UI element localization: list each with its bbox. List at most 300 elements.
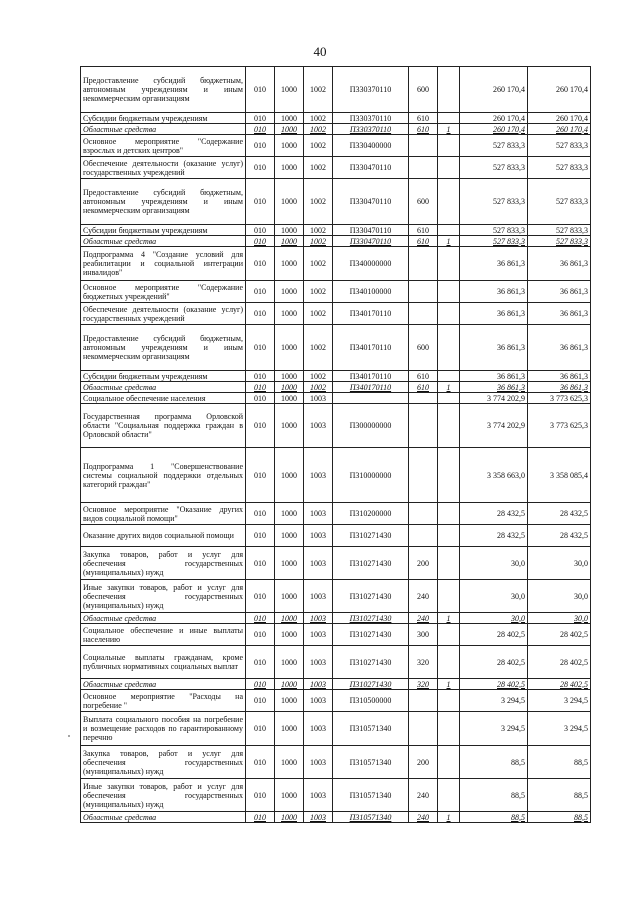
expense-type-cell: 610 <box>409 124 438 135</box>
table-row <box>81 624 591 646</box>
amount-year1-cell: 30,0 <box>460 580 528 613</box>
admin-code-cell: 010 <box>246 712 275 746</box>
subsection-code-cell: 1002 <box>304 157 333 179</box>
expense-type-cell: 610 <box>409 113 438 124</box>
amount-year2-cell: 260 170,4 <box>528 124 591 135</box>
amount-year1-cell: 88,5 <box>460 746 528 779</box>
admin-code-cell: 010 <box>246 613 275 624</box>
amount-year1-cell: 3 774 202,9 <box>460 393 528 404</box>
section-code-cell: 1000 <box>275 580 304 613</box>
table-row <box>81 580 591 613</box>
budget-name-cell: Оказание других видов социальной помощи <box>81 525 246 547</box>
table-row <box>81 613 591 624</box>
amount-year2-cell: 88,5 <box>528 812 591 823</box>
section-code-cell: 1000 <box>275 393 304 404</box>
funding-source-cell <box>438 712 460 746</box>
funding-source-cell <box>438 779 460 812</box>
amount-year1-cell: 36 861,3 <box>460 382 528 393</box>
table-row <box>81 371 591 382</box>
admin-code-cell: 010 <box>246 812 275 823</box>
subsection-code-cell: 1002 <box>304 225 333 236</box>
expense-type-cell: 610 <box>409 382 438 393</box>
amount-year1-cell: 28 402,5 <box>460 646 528 679</box>
target-article-cell: П310571340 <box>333 779 409 812</box>
admin-code-cell: 010 <box>246 404 275 448</box>
table-row <box>81 393 591 404</box>
subsection-code-cell: 1003 <box>304 690 333 712</box>
expense-type-cell: 610 <box>409 225 438 236</box>
amount-year2-cell: 260 170,4 <box>528 113 591 124</box>
target-article-cell: П310571340 <box>333 746 409 779</box>
amount-year1-cell: 36 861,3 <box>460 371 528 382</box>
amount-year2-cell: 28 402,5 <box>528 646 591 679</box>
section-code-cell: 1000 <box>275 124 304 135</box>
funding-source-cell <box>438 547 460 580</box>
expense-type-cell: 200 <box>409 746 438 779</box>
section-code-cell: 1000 <box>275 135 304 157</box>
section-code-cell: 1000 <box>275 448 304 503</box>
table-row <box>81 779 591 812</box>
amount-year2-cell: 527 833,3 <box>528 179 591 225</box>
target-article-cell: П330370110 <box>333 124 409 135</box>
expense-type-cell <box>409 525 438 547</box>
expense-type-cell: 600 <box>409 325 438 371</box>
budget-name-cell: Областные средства <box>81 382 246 393</box>
subsection-code-cell: 1002 <box>304 113 333 124</box>
section-code-cell: 1000 <box>275 325 304 371</box>
subsection-code-cell: 1003 <box>304 393 333 404</box>
budget-name-cell: Областные средства <box>81 613 246 624</box>
amount-year2-cell: 36 861,3 <box>528 382 591 393</box>
amount-year1-cell: 36 861,3 <box>460 281 528 303</box>
expense-type-cell: 300 <box>409 624 438 646</box>
section-code-cell: 1000 <box>275 236 304 247</box>
expense-type-cell: 320 <box>409 679 438 690</box>
admin-code-cell: 010 <box>246 503 275 525</box>
amount-year1-cell: 28 432,5 <box>460 503 528 525</box>
target-article-cell: П310271430 <box>333 679 409 690</box>
funding-source-cell <box>438 113 460 124</box>
subsection-code-cell: 1002 <box>304 371 333 382</box>
funding-source-cell <box>438 503 460 525</box>
target-article-cell: П310271430 <box>333 613 409 624</box>
target-article-cell: П310571340 <box>333 712 409 746</box>
subsection-code-cell: 1002 <box>304 67 333 113</box>
amount-year1-cell: 88,5 <box>460 779 528 812</box>
funding-source-cell <box>438 646 460 679</box>
subsection-code-cell: 1003 <box>304 613 333 624</box>
table-row <box>81 124 591 135</box>
expense-type-cell: 240 <box>409 613 438 624</box>
subsection-code-cell: 1003 <box>304 624 333 646</box>
table-row <box>81 303 591 325</box>
target-article-cell: П310500000 <box>333 690 409 712</box>
funding-source-cell <box>438 624 460 646</box>
section-code-cell: 1000 <box>275 624 304 646</box>
amount-year2-cell: 36 861,3 <box>528 371 591 382</box>
amount-year2-cell: 36 861,3 <box>528 303 591 325</box>
funding-source-cell <box>438 746 460 779</box>
admin-code-cell: 010 <box>246 746 275 779</box>
target-article-cell: П310271430 <box>333 525 409 547</box>
budget-name-cell: Обеспечение деятельности (оказание услуг) государственных учреждений <box>81 157 246 179</box>
table-row <box>81 382 591 393</box>
target-article-cell: П310271430 <box>333 547 409 580</box>
section-code-cell: 1000 <box>275 67 304 113</box>
expense-type-cell: 610 <box>409 371 438 382</box>
expense-type-cell: 240 <box>409 580 438 613</box>
target-article-cell: П330470110 <box>333 179 409 225</box>
target-article-cell: П340170110 <box>333 382 409 393</box>
expense-type-cell: 240 <box>409 779 438 812</box>
table-row <box>81 746 591 779</box>
admin-code-cell: 010 <box>246 124 275 135</box>
budget-name-cell: Предоставление субсидий бюджетным, автономным учреждениям и иным некоммерческим организациям <box>81 325 246 371</box>
target-article-cell: П310271430 <box>333 624 409 646</box>
section-code-cell: 1000 <box>275 525 304 547</box>
subsection-code-cell: 1003 <box>304 580 333 613</box>
table-row <box>81 157 591 179</box>
expense-type-cell <box>409 303 438 325</box>
target-article-cell: П310000000 <box>333 448 409 503</box>
section-code-cell: 1000 <box>275 382 304 393</box>
admin-code-cell: 010 <box>246 690 275 712</box>
section-code-cell: 1000 <box>275 547 304 580</box>
budget-name-cell: Закупка товаров, работ и услуг для обеспечения государственных (муниципальных) нужд <box>81 746 246 779</box>
amount-year1-cell: 3 294,5 <box>460 712 528 746</box>
admin-code-cell: 010 <box>246 247 275 281</box>
table-row <box>81 525 591 547</box>
table-row <box>81 67 591 113</box>
budget-name-cell: Основное мероприятие "Оказание других видов социальной помощи" <box>81 503 246 525</box>
amount-year1-cell: 260 170,4 <box>460 113 528 124</box>
section-code-cell: 1000 <box>275 746 304 779</box>
budget-name-cell: Основное мероприятие "Содержание бюджетных учреждений" <box>81 281 246 303</box>
amount-year1-cell: 527 833,3 <box>460 236 528 247</box>
subsection-code-cell: 1003 <box>304 547 333 580</box>
amount-year1-cell: 30,0 <box>460 547 528 580</box>
target-article-cell: П310200000 <box>333 503 409 525</box>
section-code-cell: 1000 <box>275 646 304 679</box>
budget-name-cell: Областные средства <box>81 236 246 247</box>
budget-name-cell: Социальное обеспечение населения <box>81 393 246 404</box>
expense-type-cell <box>409 393 438 404</box>
table-row <box>81 225 591 236</box>
target-article-cell: П300000000 <box>333 404 409 448</box>
table-row <box>81 646 591 679</box>
table-row <box>81 236 591 247</box>
admin-code-cell: 010 <box>246 624 275 646</box>
amount-year1-cell: 527 833,3 <box>460 225 528 236</box>
expense-type-cell <box>409 712 438 746</box>
funding-source-cell <box>438 393 460 404</box>
subsection-code-cell: 1003 <box>304 746 333 779</box>
section-code-cell: 1000 <box>275 371 304 382</box>
section-code-cell: 1000 <box>275 503 304 525</box>
admin-code-cell: 010 <box>246 646 275 679</box>
table-row <box>81 281 591 303</box>
admin-code-cell: 010 <box>246 135 275 157</box>
scan-speck <box>68 735 70 737</box>
section-code-cell: 1000 <box>275 812 304 823</box>
subsection-code-cell: 1003 <box>304 404 333 448</box>
expense-type-cell <box>409 690 438 712</box>
amount-year2-cell: 28 432,5 <box>528 525 591 547</box>
admin-code-cell: 010 <box>246 157 275 179</box>
amount-year1-cell: 30,0 <box>460 613 528 624</box>
table-row <box>81 135 591 157</box>
budget-name-cell: Субсидии бюджетным учреждениям <box>81 371 246 382</box>
amount-year2-cell: 30,0 <box>528 613 591 624</box>
target-article-cell: П340100000 <box>333 281 409 303</box>
subsection-code-cell: 1002 <box>304 236 333 247</box>
budget-name-cell: Выплата социального пособия на погребение и возмещение расходов по гарантированному перечню <box>81 712 246 746</box>
subsection-code-cell: 1003 <box>304 712 333 746</box>
target-article-cell: П330470110 <box>333 225 409 236</box>
admin-code-cell: 010 <box>246 325 275 371</box>
section-code-cell: 1000 <box>275 281 304 303</box>
amount-year1-cell: 527 833,3 <box>460 157 528 179</box>
section-code-cell: 1000 <box>275 179 304 225</box>
expense-type-cell <box>409 448 438 503</box>
amount-year2-cell: 88,5 <box>528 779 591 812</box>
amount-year2-cell: 3 294,5 <box>528 690 591 712</box>
section-code-cell: 1000 <box>275 690 304 712</box>
funding-source-cell: 1 <box>438 679 460 690</box>
budget-name-cell: Иные закупки товаров, работ и услуг для обеспечения государственных (муниципальных) нужд <box>81 779 246 812</box>
target-article-cell: П310271430 <box>333 580 409 613</box>
funding-source-cell <box>438 157 460 179</box>
subsection-code-cell: 1002 <box>304 135 333 157</box>
funding-source-cell: 1 <box>438 812 460 823</box>
funding-source-cell: 1 <box>438 124 460 135</box>
target-article-cell: П330370110 <box>333 67 409 113</box>
budget-name-cell: Основное мероприятие "Содержание взрослых и детских центров" <box>81 135 246 157</box>
funding-source-cell <box>438 690 460 712</box>
funding-source-cell <box>438 67 460 113</box>
amount-year1-cell: 3 294,5 <box>460 690 528 712</box>
expense-type-cell <box>409 404 438 448</box>
admin-code-cell: 010 <box>246 281 275 303</box>
budget-name-cell: Закупка товаров, работ и услуг для обеспечения государственных (муниципальных) нужд <box>81 547 246 580</box>
amount-year2-cell: 88,5 <box>528 746 591 779</box>
amount-year1-cell: 88,5 <box>460 812 528 823</box>
amount-year1-cell: 260 170,4 <box>460 67 528 113</box>
subsection-code-cell: 1003 <box>304 503 333 525</box>
amount-year1-cell: 28 432,5 <box>460 525 528 547</box>
budget-table <box>80 66 591 823</box>
target-article-cell: П340170110 <box>333 303 409 325</box>
section-code-cell: 1000 <box>275 225 304 236</box>
subsection-code-cell: 1002 <box>304 325 333 371</box>
amount-year2-cell: 3 358 085,4 <box>528 448 591 503</box>
amount-year1-cell: 28 402,5 <box>460 624 528 646</box>
admin-code-cell: 010 <box>246 547 275 580</box>
amount-year1-cell: 3 774 202,9 <box>460 404 528 448</box>
table-row <box>81 812 591 823</box>
table-row <box>81 690 591 712</box>
amount-year2-cell: 527 833,3 <box>528 135 591 157</box>
admin-code-cell: 010 <box>246 580 275 613</box>
funding-source-cell: 1 <box>438 236 460 247</box>
expense-type-cell: 320 <box>409 646 438 679</box>
subsection-code-cell: 1003 <box>304 812 333 823</box>
funding-source-cell <box>438 135 460 157</box>
target-article-cell: П330370110 <box>333 113 409 124</box>
target-article-cell: П330470110 <box>333 157 409 179</box>
subsection-code-cell: 1003 <box>304 525 333 547</box>
admin-code-cell: 010 <box>246 113 275 124</box>
subsection-code-cell: 1003 <box>304 448 333 503</box>
amount-year2-cell: 3 773 625,3 <box>528 404 591 448</box>
amount-year2-cell: 3 773 625,3 <box>528 393 591 404</box>
amount-year1-cell: 36 861,3 <box>460 325 528 371</box>
amount-year2-cell: 36 861,3 <box>528 281 591 303</box>
budget-name-cell: Подпрограмма 4 "Создание условий для реабилитации и социальной интеграции инвалидов" <box>81 247 246 281</box>
admin-code-cell: 010 <box>246 382 275 393</box>
amount-year2-cell: 28 432,5 <box>528 503 591 525</box>
target-article-cell: П340000000 <box>333 247 409 281</box>
amount-year1-cell: 28 402,5 <box>460 679 528 690</box>
admin-code-cell: 010 <box>246 525 275 547</box>
section-code-cell: 1000 <box>275 157 304 179</box>
funding-source-cell <box>438 303 460 325</box>
expense-type-cell <box>409 157 438 179</box>
admin-code-cell: 010 <box>246 303 275 325</box>
amount-year2-cell: 527 833,3 <box>528 157 591 179</box>
amount-year2-cell: 28 402,5 <box>528 679 591 690</box>
section-code-cell: 1000 <box>275 303 304 325</box>
subsection-code-cell: 1002 <box>304 179 333 225</box>
expense-type-cell <box>409 247 438 281</box>
funding-source-cell <box>438 371 460 382</box>
subsection-code-cell: 1003 <box>304 646 333 679</box>
admin-code-cell: 010 <box>246 236 275 247</box>
table-row <box>81 179 591 225</box>
subsection-code-cell: 1002 <box>304 281 333 303</box>
table-row <box>81 404 591 448</box>
funding-source-cell <box>438 247 460 281</box>
funding-source-cell <box>438 580 460 613</box>
table-row <box>81 247 591 281</box>
subsection-code-cell: 1002 <box>304 303 333 325</box>
funding-source-cell <box>438 404 460 448</box>
funding-source-cell <box>438 448 460 503</box>
expense-type-cell: 600 <box>409 67 438 113</box>
amount-year2-cell: 527 833,3 <box>528 236 591 247</box>
table-row <box>81 503 591 525</box>
funding-source-cell <box>438 179 460 225</box>
admin-code-cell: 010 <box>246 448 275 503</box>
admin-code-cell: 010 <box>246 679 275 690</box>
amount-year2-cell: 28 402,5 <box>528 624 591 646</box>
table-row <box>81 448 591 503</box>
table-row <box>81 712 591 746</box>
amount-year1-cell: 527 833,3 <box>460 135 528 157</box>
admin-code-cell: 010 <box>246 67 275 113</box>
table-row <box>81 113 591 124</box>
target-article-cell: П310571340 <box>333 812 409 823</box>
amount-year1-cell: 36 861,3 <box>460 247 528 281</box>
target-article-cell: П310271430 <box>333 646 409 679</box>
budget-name-cell: Областные средства <box>81 812 246 823</box>
funding-source-cell <box>438 225 460 236</box>
budget-name-cell: Государственная программа Орловской области "Социальная поддержка граждан в Орловской области" <box>81 404 246 448</box>
section-code-cell: 1000 <box>275 779 304 812</box>
admin-code-cell: 010 <box>246 225 275 236</box>
expense-type-cell: 200 <box>409 547 438 580</box>
expense-type-cell <box>409 135 438 157</box>
amount-year2-cell: 30,0 <box>528 580 591 613</box>
section-code-cell: 1000 <box>275 679 304 690</box>
admin-code-cell: 010 <box>246 393 275 404</box>
amount-year2-cell: 36 861,3 <box>528 247 591 281</box>
target-article-cell <box>333 393 409 404</box>
amount-year2-cell: 36 861,3 <box>528 325 591 371</box>
funding-source-cell: 1 <box>438 613 460 624</box>
funding-source-cell <box>438 281 460 303</box>
amount-year2-cell: 260 170,4 <box>528 67 591 113</box>
budget-name-cell: Областные средства <box>81 679 246 690</box>
amount-year1-cell: 3 358 663,0 <box>460 448 528 503</box>
budget-name-cell: Предоставление субсидий бюджетным, автономным учреждениям и иным некоммерческим организациям <box>81 67 246 113</box>
funding-source-cell: 1 <box>438 382 460 393</box>
budget-table-body <box>81 67 591 823</box>
subsection-code-cell: 1002 <box>304 382 333 393</box>
expense-type-cell: 240 <box>409 812 438 823</box>
page-number: 40 <box>313 44 327 59</box>
expense-type-cell <box>409 503 438 525</box>
amount-year2-cell: 527 833,3 <box>528 225 591 236</box>
subsection-code-cell: 1002 <box>304 247 333 281</box>
table-row <box>81 679 591 690</box>
expense-type-cell: 600 <box>409 179 438 225</box>
expense-type-cell: 610 <box>409 236 438 247</box>
funding-source-cell <box>438 325 460 371</box>
amount-year1-cell: 527 833,3 <box>460 179 528 225</box>
budget-name-cell: Субсидии бюджетным учреждениям <box>81 113 246 124</box>
target-article-cell: П330400000 <box>333 135 409 157</box>
amount-year1-cell: 36 861,3 <box>460 303 528 325</box>
table-row <box>81 325 591 371</box>
amount-year1-cell: 260 170,4 <box>460 124 528 135</box>
budget-name-cell: Подпрограмма 1 "Совершенствование системы социальной поддержки отдельных категорий граждан" <box>81 448 246 503</box>
section-code-cell: 1000 <box>275 247 304 281</box>
admin-code-cell: 010 <box>246 779 275 812</box>
target-article-cell: П330470110 <box>333 236 409 247</box>
budget-name-cell: Субсидии бюджетным учреждениям <box>81 225 246 236</box>
budget-name-cell: Обеспечение деятельности (оказание услуг) государственных учреждений <box>81 303 246 325</box>
section-code-cell: 1000 <box>275 113 304 124</box>
admin-code-cell: 010 <box>246 371 275 382</box>
subsection-code-cell: 1003 <box>304 679 333 690</box>
budget-name-cell: Областные средства <box>81 124 246 135</box>
budget-name-cell: Предоставление субсидий бюджетным, автономным учреждениям и иным некоммерческим организациям <box>81 179 246 225</box>
section-code-cell: 1000 <box>275 613 304 624</box>
expense-type-cell <box>409 281 438 303</box>
budget-name-cell: Социальное обеспечение и иные выплаты населению <box>81 624 246 646</box>
budget-name-cell: Иные закупки товаров, работ и услуг для обеспечения государственных (муниципальных) нужд <box>81 580 246 613</box>
target-article-cell: П340170110 <box>333 325 409 371</box>
admin-code-cell: 010 <box>246 179 275 225</box>
section-code-cell: 1000 <box>275 404 304 448</box>
budget-name-cell: Социальные выплаты гражданам, кроме публичных нормативных социальных выплат <box>81 646 246 679</box>
subsection-code-cell: 1003 <box>304 779 333 812</box>
table-row <box>81 547 591 580</box>
amount-year2-cell: 30,0 <box>528 547 591 580</box>
budget-name-cell: Основное мероприятие "Расходы на погребение " <box>81 690 246 712</box>
target-article-cell: П340170110 <box>333 371 409 382</box>
